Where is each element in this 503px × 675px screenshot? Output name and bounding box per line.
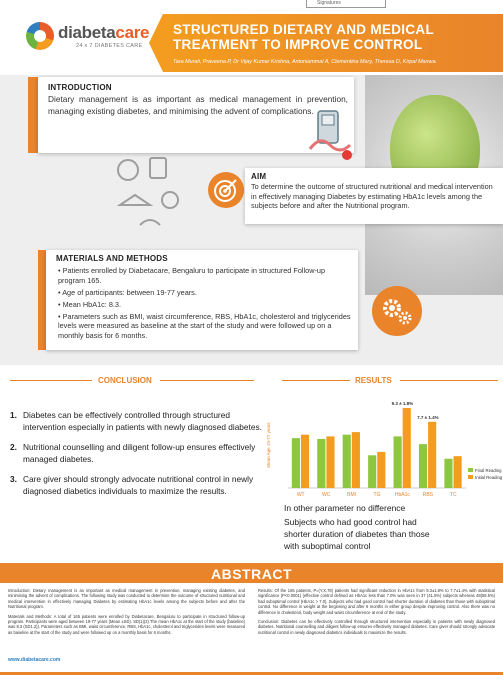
- list-item: • Parameters such as BMI, waist circumference, RBS, HbA1c, cholesterol and triglycerides levels were measured as baseline at the start of the study and were followed up on a monthly basis for 6 months.: [54, 312, 354, 341]
- list-item: • Age of participants: between 19-77 years.: [54, 288, 354, 298]
- chart-bar: [377, 452, 385, 488]
- abstract-paragraph: Results: Of the 165 patients, P=(Y,X,78) patients had significant reduction in HbA1c from 9.3±1.8% to 7.7±1.4% with statistical significance (P<0.0001) (effective control defined as HbA1c less than 7.0% was seen in 37 (41.5%) subjects whereas 48(58.5%) had suboptimal control (HbA1c > 7.0). Subjects who had good control had shorter duration of diabetes than those with suboptimal control. No difference in weight at the beginning and after 6 months in either group despite improving control. Also there was no difference in cholesterol, body weight and waist circumference at end of the study.: [258, 588, 495, 615]
- chart-bar: [428, 422, 436, 488]
- chart-bar: [326, 436, 334, 488]
- glucose-meter-icon: [300, 105, 360, 165]
- methods-panel: [46, 250, 358, 350]
- x-tick-label: TG: [373, 492, 381, 498]
- signatures-tab[interactable]: Signatures: [306, 0, 386, 8]
- conclusion-rule-left: [10, 380, 92, 381]
- methods-list: [54, 266, 354, 343]
- chart-bar: [454, 456, 462, 488]
- aim-heading: AIM: [251, 172, 267, 181]
- aim-circle: [208, 172, 244, 208]
- conclusion-rule-right: [160, 380, 254, 381]
- y-axis-label: Mean Age 19-77 years: [266, 422, 271, 468]
- footer-website-link[interactable]: www.diabetacare.com: [8, 657, 61, 663]
- x-tick-label: WC: [321, 492, 331, 498]
- chart-bar: [394, 436, 402, 488]
- conclusion-list: [10, 409, 270, 505]
- authors-line: Tara Murali, Praveena.P, Dr Vijay Kumar Krishna, Antoniammal A, Clementina Mary, Theresa D, Kirpal Manwa.: [173, 59, 437, 65]
- list-item: 3. Care giver should strongly advocate nutritional control in newly diagnosed diabetics individuals to maximize the results.: [10, 474, 254, 496]
- results-rule-left: [282, 380, 350, 381]
- x-tick-label: TC: [449, 492, 457, 498]
- data-label: 9.3 ± 1.8%: [391, 401, 414, 407]
- results-rule-right: [400, 380, 498, 381]
- results-bar-chart: [262, 388, 502, 510]
- x-tick-label: RBS: [422, 492, 433, 498]
- abstract-heading: ABSTRACT: [211, 566, 292, 582]
- abstract-paragraph: Conclusion: Diabetes can be effectively controlled through structured intervention especially in patients with newly diagnosed diabetes. Nutritional counselling and diligent follow-up ensures effectively managed diabetes. Care giver should strongly advocate nutritional control in newly diagnosed diabetics individuals to maximize the results.: [258, 619, 495, 635]
- target-icon: [208, 172, 244, 208]
- list-item: 1. Diabetes can be effectively controlled through structured intervention especially in patients with newly diagnosed diabetes.: [10, 410, 262, 432]
- x-tick-label: WT: [296, 492, 305, 498]
- legend-swatch: [468, 475, 473, 479]
- logo-wordmark: diabetacare: [58, 23, 150, 42]
- introduction-heading: INTRODUCTION: [48, 83, 112, 92]
- chart-bar: [444, 459, 452, 488]
- methods-heading: MATERIALS AND METHODS: [56, 254, 168, 263]
- food-icons-cluster: [110, 150, 210, 240]
- list-item: 2. Nutritional counselling and diligent follow-up ensures effectively managed diabetes.: [10, 442, 256, 464]
- chart-bar: [317, 439, 325, 488]
- chart-bar: [352, 432, 360, 488]
- logo-tagline: 24 x 7 DIABETES CARE: [76, 43, 143, 49]
- abstract-paragraph: Materials and Methods: A total of 165 patients were enrolled by Diabetacare, Bengaluru to participate in structured follow-up program. Participants were aged between 19-77 years (Mean ±SD). SD(1)(2).The mean HbA1c at the start of the study (baseline) was 8.3 (SD1.2)). Parameters such as BMI, waist circumference, RBS, HbA1c, cholesterol and triglycerides levels were measured as baseline at the start of the study and were followed up on a monthly basis for 6 months.: [8, 613, 245, 635]
- aim-text: To determine the outcome of structured nutritional and medical intervention in effectively managing Diabetes by estimating HbA1c levels among the subjects before and after the Nutritional program.: [251, 182, 493, 211]
- title-banner: [163, 14, 503, 72]
- list-item: • Patients enrolled by Diabetacare, Bengaluru to participate in structured Follow-up program 165.: [54, 266, 354, 285]
- diabetacare-logo: [26, 20, 156, 54]
- chart-bar: [419, 444, 427, 488]
- x-tick-label: HbA1c: [394, 492, 410, 498]
- list-item: • Mean HbA1c: 8.3.: [54, 300, 354, 310]
- legend-swatch: [468, 468, 473, 472]
- logo-mark-icon: [26, 22, 54, 50]
- abstract-paragraph: Introduction: Dietary management is as important as medical management in prevention, managing existing diabetes, and minimising the advent of complications. The following study was conducted to determine the outcome of structured nutritional and medical intervention in effectively managing Diabetes by estimating HbA1c levels among the subjects before and after the Nutritional program.: [8, 588, 245, 610]
- chart-bar: [368, 455, 376, 488]
- chart-bar: [343, 435, 351, 488]
- results-heading: RESULTS: [355, 376, 392, 385]
- chart-bar: [292, 438, 300, 488]
- introduction-text: Dietary management is as important as medical management in prevention, managing existing diabetes, and minimising the advent of complications.: [48, 94, 348, 116]
- legend-label: Final Reading: [475, 468, 502, 473]
- abstract-right-column: [258, 588, 495, 635]
- chart-bar: [403, 408, 411, 488]
- gear-circle: [372, 286, 422, 336]
- data-label: 7.7 ± 1.4%: [417, 414, 439, 420]
- abstract-left-column: [8, 588, 245, 635]
- x-tick-label: BMI: [347, 492, 357, 498]
- gears-icon: [372, 286, 422, 336]
- conclusion-heading: CONCLUSION: [98, 376, 152, 385]
- chart-bar: [301, 435, 309, 488]
- abstract-banner: [0, 563, 503, 583]
- legend-label: Initial Reading: [475, 475, 502, 480]
- result-note-2: Subjects who had good control had shorter duration of diabetes than those with suboptimal control: [284, 517, 430, 551]
- aim-panel: [245, 168, 503, 224]
- poster-title: STRUCTURED DIETARY AND MEDICAL TREATMENT TO IMPROVE CONTROL: [173, 22, 434, 52]
- result-note-1: In other parameter no difference: [284, 503, 406, 513]
